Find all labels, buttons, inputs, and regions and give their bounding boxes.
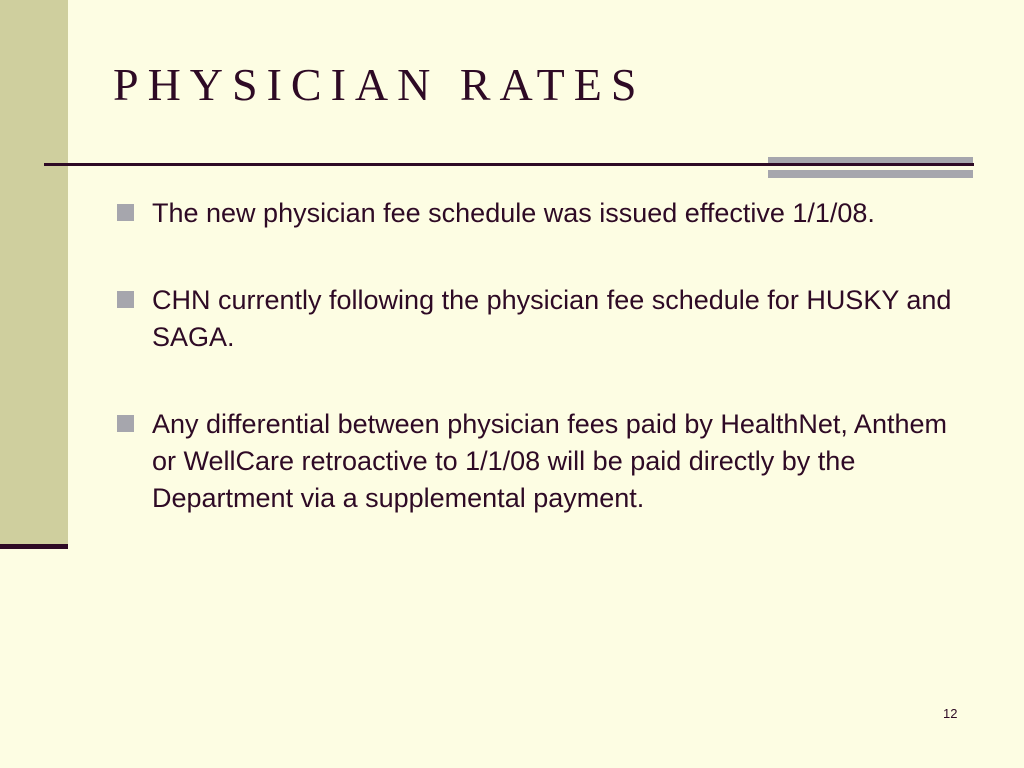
bullet-text: Any differential between physician fees paid by HealthNet, Anthem or WellCare retroactive to 1/1/08 will be paid directly by the Department via a supplemental payment.	[152, 409, 947, 513]
left-decorative-band	[0, 0, 68, 545]
square-bullet-icon	[117, 204, 134, 221]
slide-title: PHYSICIAN RATES	[113, 59, 646, 110]
bullet-list	[114, 195, 964, 567]
divider-accent	[768, 157, 973, 179]
bullet-item	[114, 195, 964, 232]
square-bullet-icon	[117, 291, 134, 308]
bullet-text: The new physician fee schedule was issued effective 1/1/08.	[152, 198, 875, 228]
bullet-item	[114, 406, 964, 517]
divider-accent-bar-top	[768, 157, 973, 163]
bullet-text: CHN currently following the physician fee schedule for HUSKY and SAGA.	[152, 285, 952, 352]
bullet-item	[114, 282, 964, 356]
page-number: 12	[943, 706, 958, 721]
square-bullet-icon	[117, 415, 134, 432]
left-accent-bar	[0, 544, 68, 549]
divider-accent-bar-bottom	[768, 170, 973, 178]
